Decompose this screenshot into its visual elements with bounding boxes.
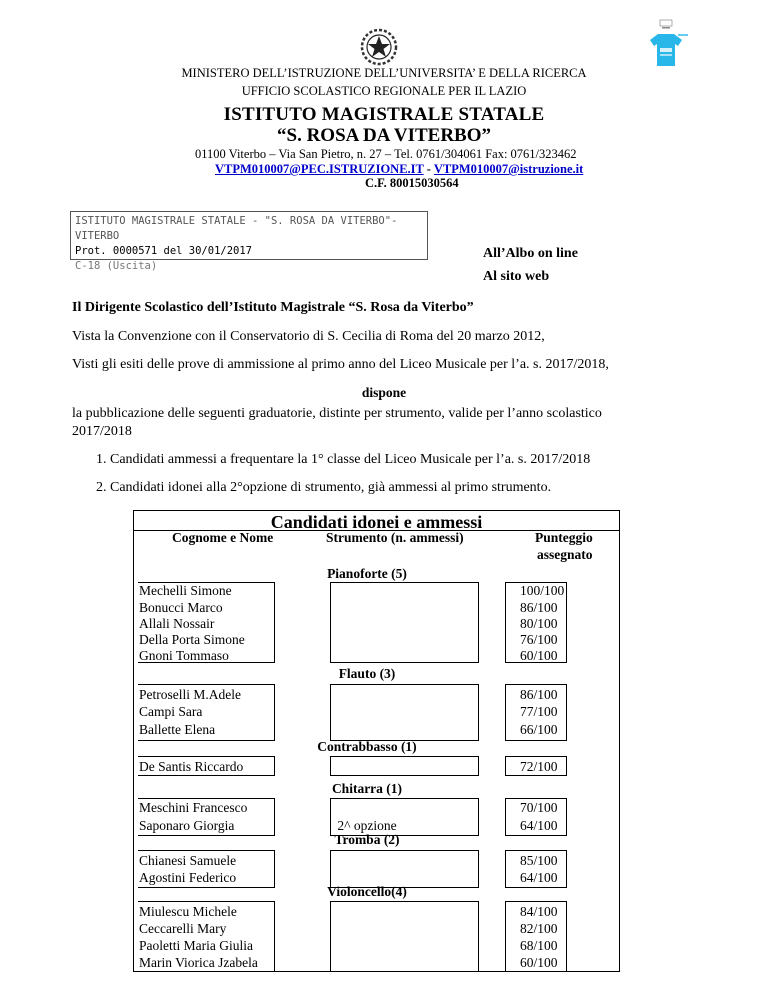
table-row-name: Agostini Federico [139,870,237,885]
school-logo-icon [640,18,692,70]
school-name: ISTITUTO MAGISTRALE STATALE [223,104,545,125]
table-row-score: 64/100 [520,818,558,833]
table-row-name: Paoletti Maria Giulia [139,938,253,953]
table-row-name: Campi Sara [139,704,203,719]
table-row-name: Allali Nossair [139,616,215,631]
table-row-name: Saponaro Giorgia [139,818,235,833]
document-heading: Il Dirigente Scolastico dell’Istituto Magistrale “S. Rosa da Viterbo” [72,300,474,315]
address-line: 01100 Viterbo – Via San Pietro, n. 27 – Tel. 0761/304061 Fax: 0761/323462 [195,147,577,161]
table-row-score: 76/100 [520,632,558,647]
col-header-instrument: Strumento (n. ammessi) [326,530,464,545]
list-item-2: 2. Candidati idonei alla 2°opzione di strumento, già ammessi al primo strumento. [96,480,552,495]
table-row-score: 86/100 [520,687,558,702]
instrument-box [330,901,479,972]
pec-link[interactable]: VTPM010007@PEC.ISTRUZIONE.IT [215,162,424,176]
table-row-score: 66/100 [520,722,558,737]
section-instrument: Chitarra (1) [331,781,403,796]
table-row-score: 68/100 [520,938,558,953]
dispone-label: dispone [361,385,407,400]
stamp-protocol: Prot. 0000571 del 30/01/2017 [75,245,253,257]
table-row-name: Ceccarelli Mary [139,921,227,936]
col-header-score-2: assegnato [537,547,593,562]
paragraph-pubblicazione: la pubblicazione delle seguenti graduatorie, distinte per strumento, valide per l’anno scolastico [72,406,602,421]
ministry-line: MINISTERO DELL’ISTRUZIONE DELL’UNIVERSITA’ E DELLA RICERCA [181,66,587,80]
email-line [215,162,715,177]
section-instrument: Flauto (3) [338,666,396,681]
paragraph-visti: Visti gli esiti delle prove di ammissione al primo anno del Liceo Musicale per l’a. s. 2017/2018, [72,357,609,372]
second-option-note: 2^ opzione [337,818,397,833]
table-row-score: 64/100 [520,870,558,885]
recipient-web: Al sito web [483,269,550,284]
table-row-name: Gnoni Tommaso [139,648,229,663]
table-row-name: Meschini Francesco [139,800,248,815]
stamp-school: ISTITUTO MAGISTRALE STATALE - "S. ROSA DA VITERBO"-VITERBO [75,215,398,242]
table-row-score: 100/100 [520,583,565,598]
table-row-score: 85/100 [520,853,558,868]
office-line: UFFICIO SCOLASTICO REGIONALE PER IL LAZIO [241,84,527,98]
table-row-score: 72/100 [520,759,558,774]
paragraph-pubblicazione-year: 2017/2018 [72,424,132,439]
list-item-1: 1. Candidati ammessi a frequentare la 1° classe del Liceo Musicale per l’a. s. 2017/2018 [96,452,591,467]
col-header-score-1: Punteggio [535,530,593,545]
table-row-name: Bonucci Marco [139,600,223,615]
section-instrument: Tromba (2) [334,832,400,847]
table-row-score: 60/100 [520,648,558,663]
table-row-name: Marin Viorica Jzabela [139,955,258,970]
table-row-name: De Santis Riccardo [139,759,244,774]
instrument-box [330,582,479,663]
school-subtitle: “S. ROSA DA VITERBO” [277,125,491,146]
recipient-albo: All’Albo on line [483,246,578,261]
table-row-score: 60/100 [520,955,558,970]
table-row-name: Miulescu Michele [139,904,237,919]
instrument-box [330,756,479,776]
table-row-score: 84/100 [520,904,558,919]
paragraph-vista: Vista la Convenzione con il Conservatorio di S. Cecilia di Roma del 20 marzo 2012, [72,329,545,344]
table-row-score: 86/100 [520,600,558,615]
table-row-score: 80/100 [520,616,558,631]
table-row-score: 70/100 [520,800,558,815]
instrument-box [330,850,479,888]
table-row-name: Della Porta Simone [139,632,245,647]
col-header-name: Cognome e Nome [172,530,274,545]
table-row-name: Chianesi Samuele [139,853,237,868]
email-link[interactable]: VTPM010007@istruzione.it [433,162,584,176]
table-row-score: 82/100 [520,921,558,936]
section-instrument: Pianoforte (5) [327,566,407,581]
table-title: Candidati idonei e ammessi [270,512,483,532]
instrument-box [330,684,479,741]
stamp-class: C-18 (Uscita) [75,260,158,272]
section-instrument: Contrabbasso (1) [317,739,417,754]
tax-code: C.F. 80015030564 [365,176,459,190]
republic-emblem-icon [360,28,398,66]
protocol-stamp [70,211,428,272]
table-row-score: 77/100 [520,704,558,719]
table-row-name: Mechelli Simone [139,583,232,598]
table-row-name: Ballette Elena [139,722,216,737]
table-row-name: Petroselli M.Adele [139,687,241,702]
section-instrument: Violoncello(4) [327,884,407,899]
email-separator: - [423,162,434,176]
